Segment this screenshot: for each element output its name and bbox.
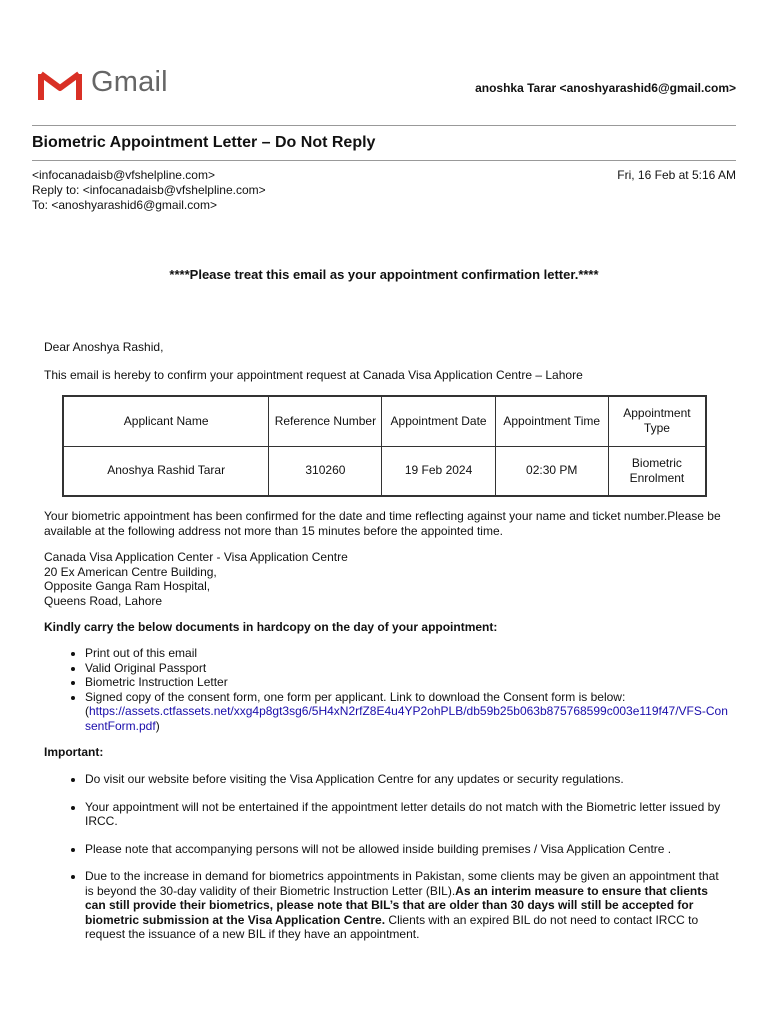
header-appointment-date: Appointment Date [382, 396, 495, 446]
list-item: • Do visit our website before visiting the Visa Application Centre for any updates or security regulations. [85, 772, 728, 787]
list-item [85, 869, 728, 942]
consent-text: Signed copy of the consent form, one form per applicant. Link to download the Consent form is below: [85, 689, 626, 704]
gmail-wordmark: Gmail [91, 66, 168, 98]
greeting: Dear Anoshya Rashid, [44, 340, 164, 354]
header-appointment-time: Appointment Time [495, 396, 608, 446]
important-heading: Important: [44, 745, 104, 759]
email-subject: Biometric Appointment Letter – Do Not Reply [32, 134, 376, 151]
vac-address [44, 550, 728, 608]
cell-reference-number: 310260 [269, 446, 382, 496]
reply-to: Reply to: <infocanadaisb@vfshelpline.com> [32, 183, 266, 197]
address-line: Canada Visa Application Center - Visa Application Centre [44, 550, 348, 564]
gmail-logo-icon [38, 70, 82, 102]
header-reference-number: Reference Number [269, 396, 382, 446]
cell-appointment-type: Biometric Enrolment [608, 446, 706, 496]
list-item: • Signed copy of the consent form, one form per applicant. Link to download the Consent form is below: (https://assets.ctfassets.net/xxg4p8gt3sg6/5H4xN2rfZ8E4u4YP2ohPLB/db59b25b063b875768599c003e119f47/VFS-ConsentForm.pdf) [85, 690, 728, 734]
table-row [63, 446, 706, 496]
intro-text: This email is hereby to confirm your appointment request at Canada Visa Application Centre – Lahore [44, 368, 583, 382]
confirmation-headline: ****Please treat this email as your appointment confirmation letter.**** [169, 267, 599, 282]
cell-appointment-date: 19 Feb 2024 [382, 446, 495, 496]
appointment-table [62, 395, 707, 497]
address-line: Opposite Ganga Ram Hospital, [44, 579, 211, 593]
cell-appointment-time: 02:30 PM [495, 446, 608, 496]
confirmation-text: Your biometric appointment has been confirmed for the date and time reflecting against your name and ticket number.Please be available at the following address not more than 15 minutes before the appointed time. [44, 509, 721, 538]
list-item: • Print out of this email [85, 646, 728, 661]
sender: <infocanadaisb@vfshelpline.com> [32, 168, 215, 182]
bil-bold-text: As an interim measure to ensure that clients can still provide their biometrics, please note that BIL’s that are older than 30 days will still be accepted for biometric submission at the Visa Application Centre. [85, 883, 708, 927]
important-list [44, 772, 728, 955]
divider [32, 160, 736, 161]
documents-list [44, 646, 728, 733]
header-appointment-type: Appointment Type [608, 396, 706, 446]
divider [32, 125, 736, 126]
bil-tail-text: Clients with an expired BIL do not need to contact IRCC to request the issuance of a new BIL if they have an appointment. [85, 912, 699, 941]
table-header-row [63, 396, 706, 446]
address-line: 20 Ex American Centre Building, [44, 564, 217, 579]
consent-form-link[interactable]: https://assets.ctfassets.net/xxg4p8gt3sg6/5H4xN2rfZ8E4u4YP2ohPLB/db59b25b063b875768599c003e119f47/VFS-ConsentForm.pdf [85, 704, 728, 733]
documents-heading: Kindly carry the below documents in hardcopy on the day of your appointment: [44, 620, 498, 634]
list-item: • Valid Original Passport [85, 661, 728, 676]
list-item: • Your appointment will not be entertained if the appointment letter details do not match with the Biometric letter issued by IRCC. [85, 800, 728, 829]
recipient: To: <anoshyarashid6@gmail.com> [32, 198, 217, 212]
list-item: • Biometric Instruction Letter [85, 675, 728, 690]
cell-applicant-name: Anoshya Rashid Tarar [63, 446, 269, 496]
list-item: • Please note that accompanying persons will not be allowed inside building premises / Visa Application Centre . [85, 842, 728, 857]
email-date: Fri, 16 Feb at 5:16 AM [617, 168, 736, 182]
bil-text: Due to the increase in demand for biometrics appointments in Pakistan, some clients may be given an appointment that is beyond the 30-day validity of their Biometric Instruction Letter (BIL). [85, 869, 719, 898]
header-applicant-name: Applicant Name [63, 396, 269, 446]
account-email: anoshka Tarar <anoshyarashid6@gmail.com> [475, 81, 736, 95]
address-line: Queens Road, Lahore [44, 593, 163, 608]
